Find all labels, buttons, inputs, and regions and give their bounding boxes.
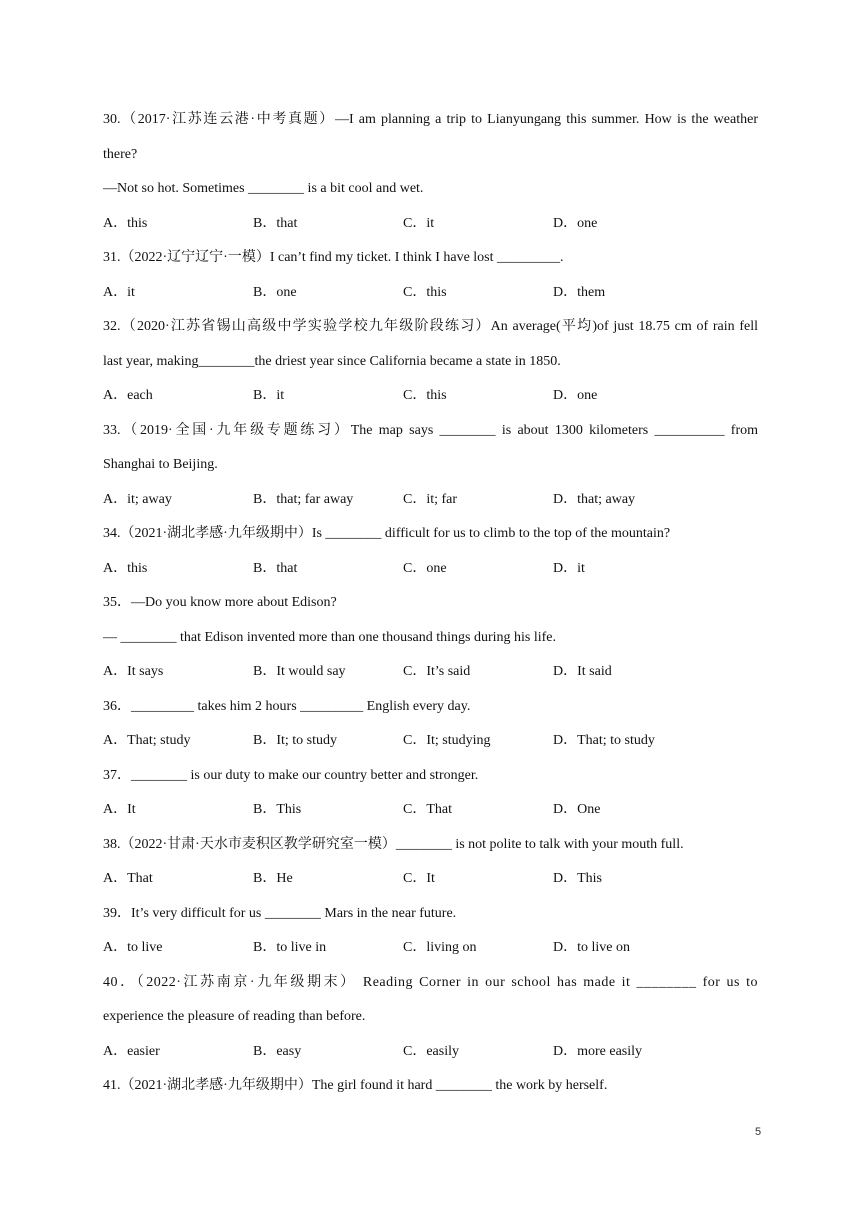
option-a: A．this [103,560,148,576]
question-31 [103,241,758,310]
option-c: C．this [403,284,447,300]
question-text: 38.（2022·甘肃·天水市麦积区教学研究室一模）________ is not polite to talk with your mouth full. [103,836,684,852]
option-b: B．This [253,802,302,817]
question-text: —Not so hot. Sometimes ________ is a bit cool and wet. [103,181,424,196]
option-a: A．this [103,215,148,231]
option-b: B．that [253,560,298,576]
question-text: 35．—Do you know more about Edison? [103,595,337,610]
question-30 [103,103,758,241]
options-row [103,793,758,828]
option-a: A．easier [103,1043,160,1059]
option-c: C．That [403,802,452,817]
question-text: 39．It’s very difficult for us ________ Mars in the near future. [103,905,457,921]
option-d: D．This [553,871,602,886]
question-text: 33.（2019·全国·九年级专题练习）The map says ________ is about 1300 kilometers __________ from [103,422,758,438]
options-row [103,483,758,518]
options-row [103,1035,758,1070]
option-a: A．It says [103,664,164,679]
option-c: C．it [403,215,435,231]
options-row [103,552,758,587]
question-text: 34.（2021·湖北孝感·九年级期中）Is ________ difficult for us to climb to the top of the mountain? [103,526,671,541]
options-row [103,276,758,311]
question-41 [103,1069,758,1104]
question-text: — ________ that Edison invented more than one thousand things during his life. [103,629,556,645]
question-32 [103,310,758,414]
option-d: D．to live on [553,940,630,955]
option-d: D．it [553,560,585,576]
question-37 [103,759,758,828]
question-text: 37．________ is our duty to make our country better and stronger. [103,767,479,783]
question-38 [103,828,758,897]
option-d: D．one [553,388,598,403]
option-c: C．easily [403,1043,459,1059]
question-text: experience the pleasure of reading than before. [103,1009,366,1024]
option-b: B．It; to study [253,733,338,748]
option-b: B．it [253,388,285,403]
question-33 [103,414,758,518]
question-text: Shanghai to Beijing. [103,457,218,472]
option-d: D．It said [553,664,612,679]
option-d: D．That; to study [553,733,655,748]
question-list [103,103,758,1104]
options-row [103,207,758,242]
option-a: A．each [103,388,153,403]
options-row [103,655,758,690]
question-36 [103,690,758,759]
option-d: D．that; away [553,491,636,507]
option-c: C．It; studying [403,733,491,748]
question-text: 31.（2022·辽宁辽宁·一模）I can’t find my ticket. I think I have lost _________. [103,250,564,265]
question-text: last year, making________the driest year since California became a state in 1850. [103,353,561,369]
option-d: D．more easily [553,1043,643,1059]
option-c: C．one [403,560,447,576]
question-39 [103,897,758,966]
option-b: B．It would say [253,664,346,679]
option-b: B．easy [253,1043,302,1059]
page-number: 5 [754,1126,762,1138]
options-row [103,862,758,897]
question-text: 36．_________ takes him 2 hours _________ English every day. [103,698,471,714]
option-a: A．to live [103,940,163,955]
question-text: 30.（2017·江苏连云港·中考真题）—I am planning a trip to Lianyungang this summer. How is the weather [103,112,758,127]
option-a: A．That [103,871,153,886]
option-d: D．one [553,215,598,231]
question-40 [103,966,758,1070]
option-a: A．That; study [103,733,191,748]
option-b: B．that [253,215,298,231]
option-c: C．It’s said [403,664,471,679]
option-a: A．It [103,802,136,817]
options-row [103,931,758,966]
option-c: C．this [403,388,447,403]
question-text: 41.（2021·湖北孝感·九年级期中）The girl found it hard ________ the work by herself. [103,1078,608,1093]
option-d: D．them [553,284,606,300]
option-b: B．He [253,871,293,886]
question-text: there? [103,146,138,162]
option-d: D．One [553,802,601,817]
question-35 [103,586,758,690]
question-text: 40．（2022·江苏南京·九年级期末） Reading Corner in our school has made it ________ for us to [103,974,758,990]
option-c: C．it; far [403,491,458,507]
option-b: B．one [253,284,297,300]
options-row [103,724,758,759]
options-row [103,379,758,414]
question-text: 32.（2020·江苏省锡山高级中学实验学校九年级阶段练习）An average(平均)of just 18.75 cm of rain fell [103,319,758,334]
option-b: B．that; far away [253,491,354,507]
option-b: B．to live in [253,940,327,955]
option-c: C．living on [403,940,477,955]
option-c: C．It [403,871,435,886]
option-a: A．it [103,284,135,300]
option-a: A．it; away [103,491,172,507]
question-34 [103,517,758,586]
